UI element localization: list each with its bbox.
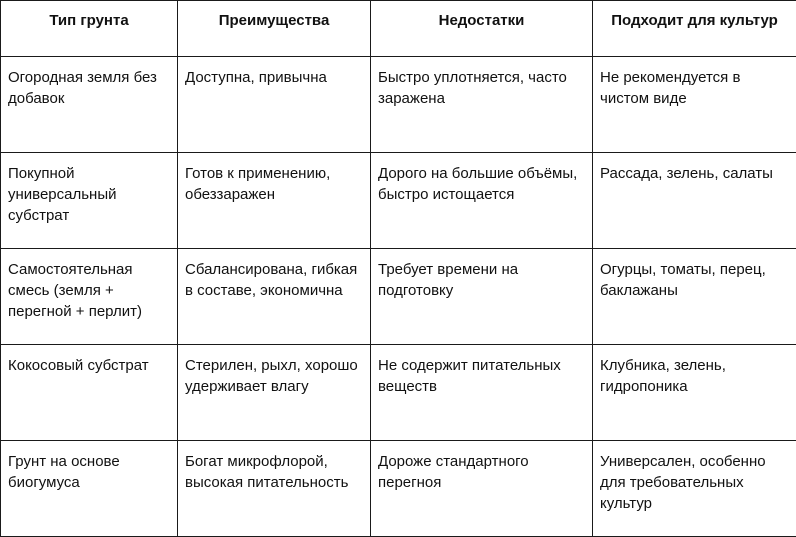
cell-disadvantages: Дороже стандартного перегноя (371, 441, 593, 537)
cell-suitable-crops: Не рекомендуется в чистом виде (593, 57, 796, 153)
table-row (1, 249, 796, 345)
table-row (1, 153, 796, 249)
cell-soil-type: Грунт на основе биогумуса (1, 441, 178, 537)
header-disadvantages: Недостатки (371, 1, 593, 57)
cell-disadvantages: Не содержит питательных веществ (371, 345, 593, 441)
table-body (1, 57, 796, 537)
cell-advantages: Сбалансирована, гибкая в составе, экономична (178, 249, 371, 345)
cell-soil-type: Огородная земля без добавок (1, 57, 178, 153)
cell-advantages: Стерилен, рыхл, хорошо удерживает влагу (178, 345, 371, 441)
cell-advantages: Доступна, привычна (178, 57, 371, 153)
table-header (1, 1, 796, 57)
table-row (1, 57, 796, 153)
cell-soil-type: Покупной универсальный субстрат (1, 153, 178, 249)
header-row (1, 1, 796, 57)
table-row (1, 441, 796, 537)
cell-advantages: Готов к применению, обеззаражен (178, 153, 371, 249)
cell-soil-type: Кокосовый субстрат (1, 345, 178, 441)
header-soil-type: Тип грунта (1, 1, 178, 57)
cell-advantages: Богат микрофлорой, высокая питательность (178, 441, 371, 537)
cell-disadvantages: Быстро уплотняется, часто заражена (371, 57, 593, 153)
cell-disadvantages: Требует времени на подготовку (371, 249, 593, 345)
header-suitable-crops: Подходит для культур (593, 1, 796, 57)
cell-soil-type: Самостоятельная смесь (земля + перегной + перлит) (1, 249, 178, 345)
cell-suitable-crops: Универсален, особенно для требовательных культур (593, 441, 796, 537)
cell-suitable-crops: Огурцы, томаты, перец, баклажаны (593, 249, 796, 345)
table-row (1, 345, 796, 441)
cell-suitable-crops: Рассада, зелень, салаты (593, 153, 796, 249)
cell-suitable-crops: Клубника, зелень, гидропоника (593, 345, 796, 441)
cell-disadvantages: Дорого на большие объёмы, быстро истощается (371, 153, 593, 249)
header-advantages: Преимущества (178, 1, 371, 57)
